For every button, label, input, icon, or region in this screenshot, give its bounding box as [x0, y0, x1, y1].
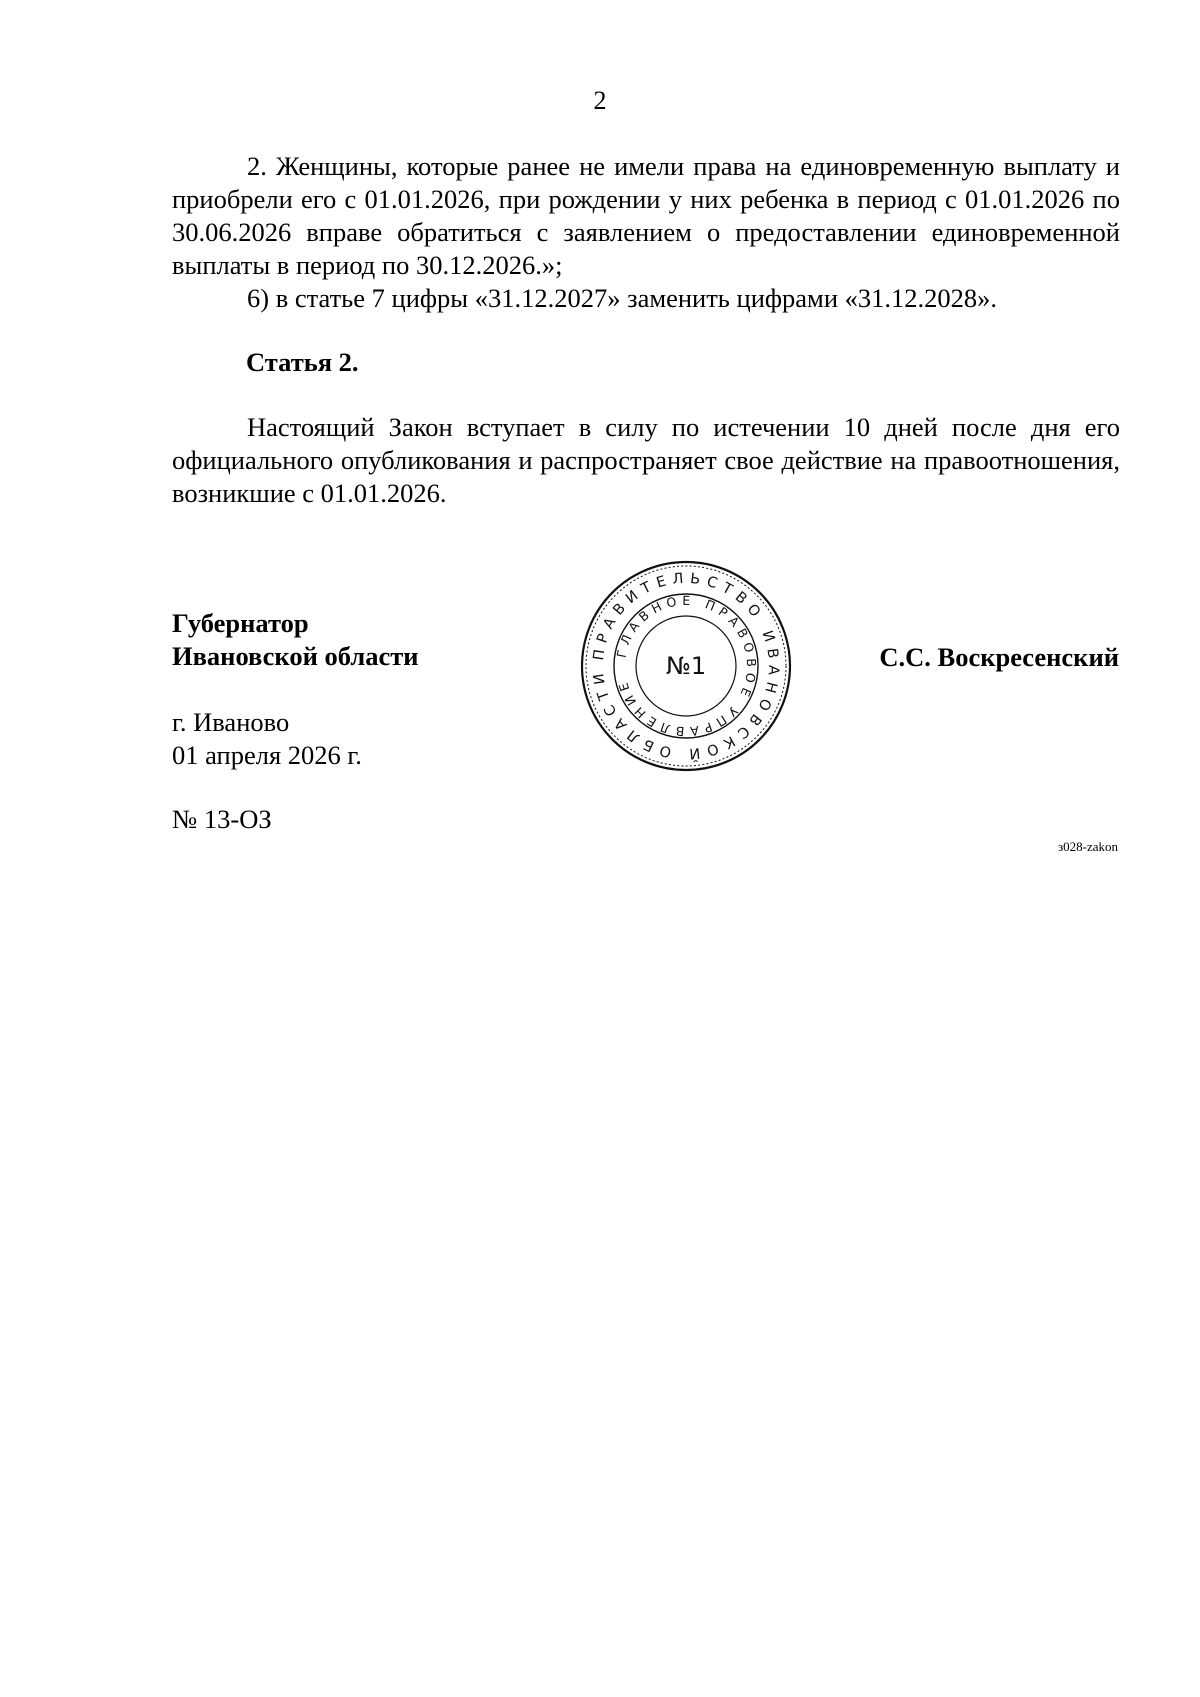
seal-outer-text: ПРАВИТЕЛЬСТВО ИВАНОВСКОЙ ОБЛАСТИ [591, 570, 782, 762]
governor-title [172, 607, 419, 673]
page-number: 2 [593, 86, 607, 115]
law-number: № 13-ОЗ [172, 804, 272, 834]
seal-center-number: №1 [665, 652, 707, 680]
paragraph-women-eligibility: 2. Женщины, которые ранее не имели права на единовременную выплату и приобрели его с 01.01.2026, при рождении у них ребенка в период с 01.01.2026 по 30.06.2026 вправе обратиться с заявлением о предоставлении единовременной выплаты в период по 30.12.2026.»; [172, 151, 1120, 280]
document-code: з028-zakon [1057, 839, 1118, 854]
signing-city: г. Иваново [172, 707, 290, 737]
signatory-name: С.С. Воскресенский [879, 642, 1119, 672]
paragraph-entry-into-force: Настоящий Закон вступает в силу по истечении 10 дней после дня его официального опубликования и распространяет свое действие на правоотношения, возникшие с 01.01.2026. [172, 412, 1120, 508]
signing-date: 01 апреля 2026 г. [172, 740, 362, 770]
seal-inner-text: ГЛАВНОЕ ПРАВОВОЕ УПРАВЛЕНИЕ [613, 592, 760, 740]
governor-title-line-1: Губернатор [172, 608, 309, 638]
paragraph-amendment-article-7: 6) в статье 7 цифры «31.12.2027» заменить цифрами «31.12.2028». [247, 283, 998, 313]
official-seal [580, 560, 792, 772]
governor-title-line-2: Ивановской области [172, 641, 419, 671]
article-heading: Статья 2. [246, 347, 359, 377]
